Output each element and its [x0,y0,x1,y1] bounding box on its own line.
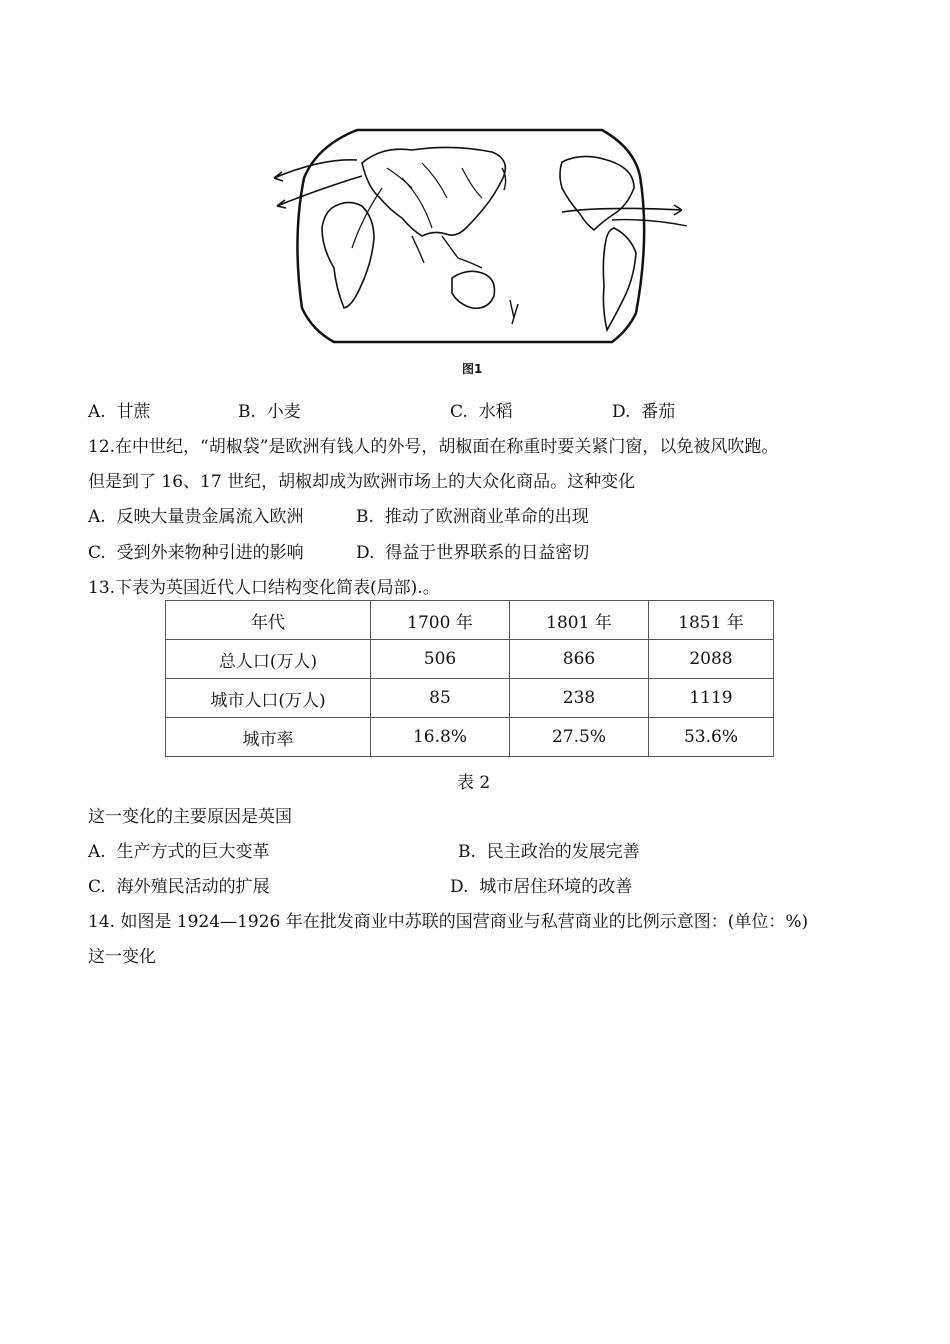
figure-caption: 图1 [462,362,483,376]
q12-stem-line1: 12.在中世纪，“胡椒袋”是欧洲有钱人的外号，胡椒面在称重时要关紧门窗，以免被风吹跑。 [88,437,779,457]
q13-stem: 13.下表为英国近代人口结构变化简表(局部).。 [88,578,440,598]
world-map-figure [262,118,692,358]
q12-option-c[interactable]: C. 受到外来物种引进的影响 [88,543,304,563]
table-row [166,640,774,679]
q14-stem: 14. 如图是 1924—1926 年在批发商业中苏联的国营商业与私营商业的比例示意图：(单位：%) [88,912,809,932]
q13-option-a[interactable]: A. 生产方式的巨大变革 [88,842,270,862]
q11-option-d[interactable]: D. 番茄 [612,402,676,422]
table-header-cell: 1801 年 [510,601,649,640]
q11-option-c[interactable]: C. 水稻 [450,402,513,422]
table-cell: 城市人口(万人) [166,679,371,718]
q13-follow: 这一变化的主要原因是英国 [88,807,292,827]
table-header-cell: 年代 [166,601,371,640]
table-row [166,718,774,757]
q11-option-a[interactable]: A. 甘蔗 [88,402,151,422]
table-cell: 866 [510,640,649,679]
table-cell: 2088 [649,640,774,679]
table-cell: 506 [371,640,510,679]
table-header-cell: 1851 年 [649,601,774,640]
table-cell: 238 [510,679,649,718]
q12-option-d[interactable]: D. 得益于世界联系的日益密切 [356,543,590,563]
world-map-image [262,118,692,358]
q13-option-b[interactable]: B. 民主政治的发展完善 [458,842,640,862]
q14-follow: 这一变化 [88,947,156,967]
table-header-row [166,601,774,640]
population-table [165,600,774,757]
table-caption: 表 2 [457,773,491,793]
table-cell: 1119 [649,679,774,718]
q13-option-c[interactable]: C. 海外殖民活动的扩展 [88,877,270,897]
q11-option-b[interactable]: B. 小麦 [238,402,301,422]
table-cell: 53.6% [649,718,774,757]
table-row [166,679,774,718]
q13-option-d[interactable]: D. 城市居住环境的改善 [450,877,633,897]
q12-stem-line2: 但是到了 16、17 世纪，胡椒却成为欧洲市场上的大众化商品。这种变化 [88,472,636,492]
table-cell: 总人口(万人) [166,640,371,679]
q12-option-b[interactable]: B. 推动了欧洲商业革命的出现 [356,507,589,527]
table-cell: 16.8% [371,718,510,757]
table-cell: 85 [371,679,510,718]
table-cell: 城市率 [166,718,371,757]
table-header-cell: 1700 年 [371,601,510,640]
q12-option-a[interactable]: A. 反映大量贵金属流入欧洲 [88,507,304,527]
table-cell: 27.5% [510,718,649,757]
